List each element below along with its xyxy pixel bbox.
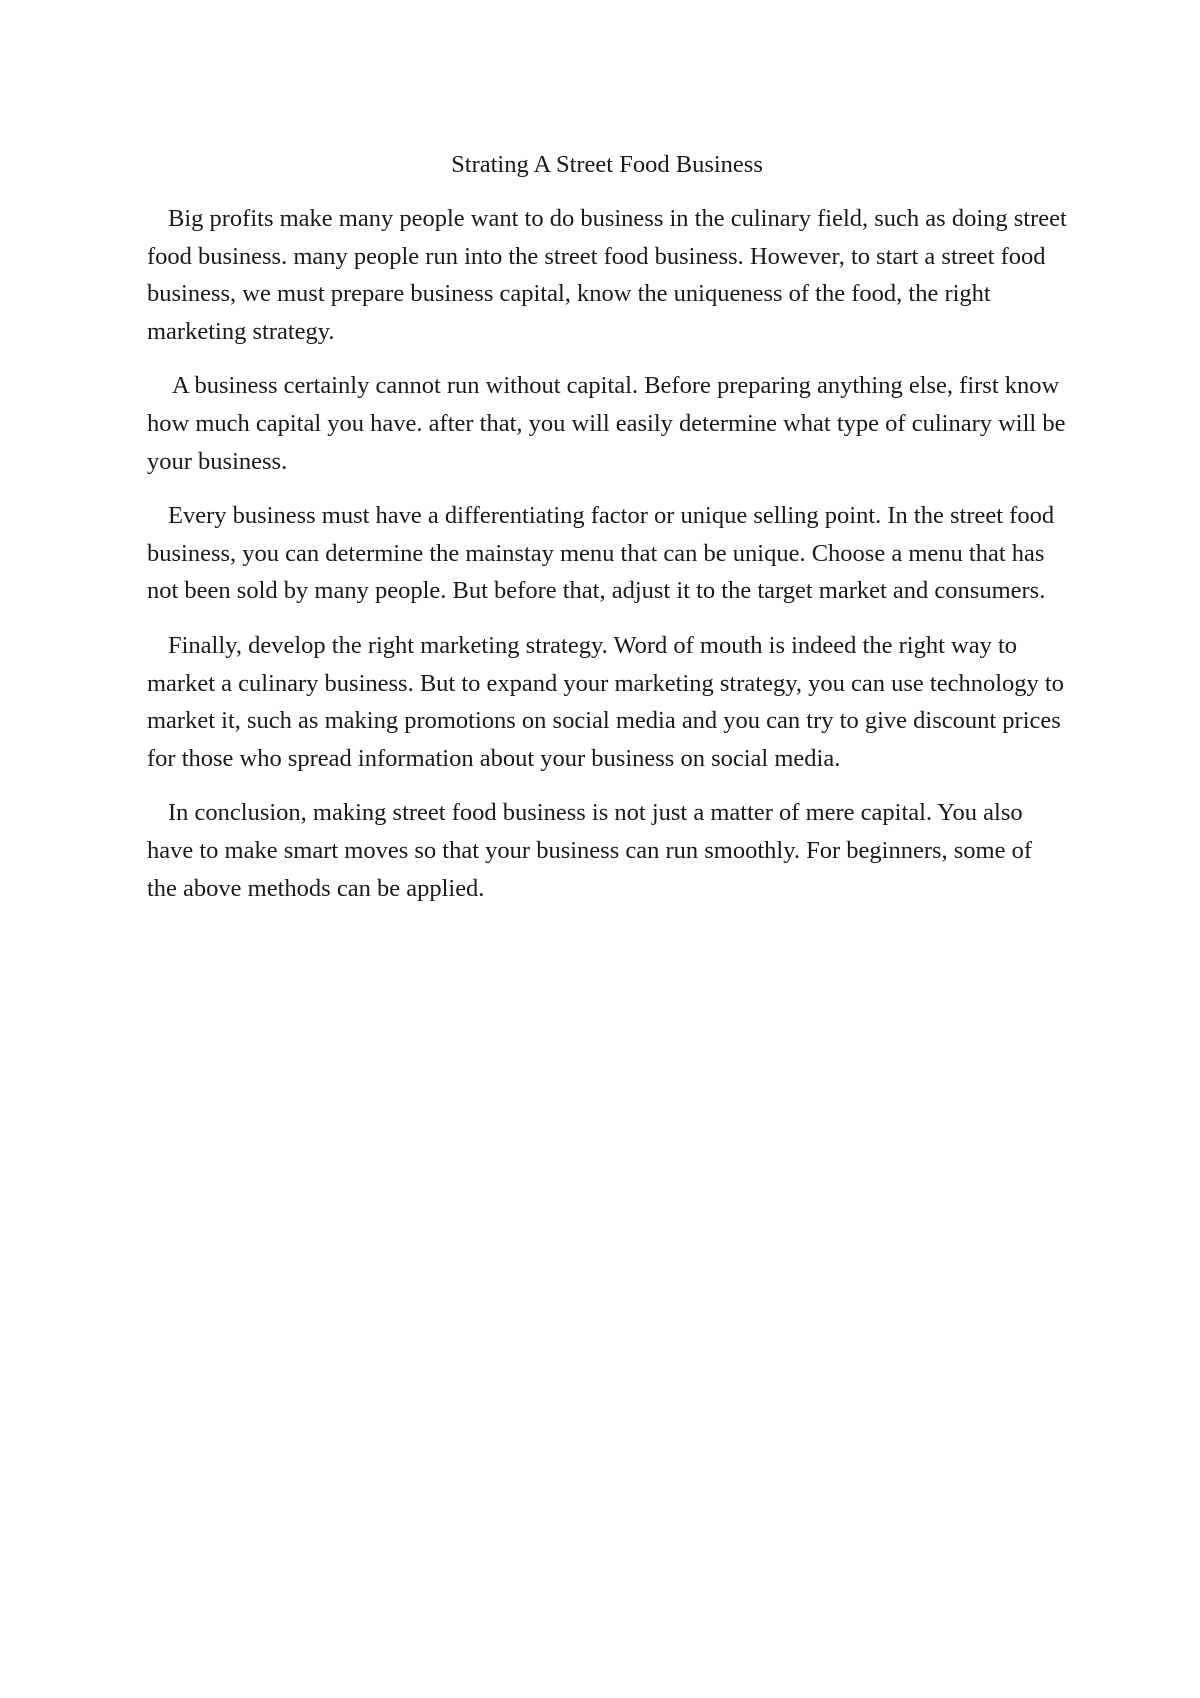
paragraph-marketing: Finally, develop the right marketing strategy. Word of mouth is indeed the right way to market a culinary business. But to expand your marketing strategy, you can use technology to market it, such as making promotions on social media and you can try to give discount prices for those who spread information about your business on social media. — [147, 631, 1064, 772]
paragraph-capital: A business certainly cannot run without capital. Before preparing anything else, first know how much capital you have. after that, you will easily determine what type of culinary will be your business. — [147, 372, 1066, 475]
paragraph-unique-selling-point: Every business must have a differentiating factor or unique selling point. In the street food business, you can determine the mainstay menu that can be unique. Choose a menu that has not been sold by many people. But before that, adjust it to the target market and consumers. — [147, 502, 1055, 605]
document-title: Strating A Street Food Business — [451, 151, 763, 178]
document-body — [147, 146, 1067, 924]
paragraph-intro: Big profits make many people want to do business in the culinary field, such as doing street food business. many people run into the street food business. However, to start a street food business, we must prepare business capital, know the uniqueness of the food, the right marketing strategy. — [147, 205, 1067, 345]
paragraph-conclusion: In conclusion, making street food business is not just a matter of mere capital. You also have to make smart moves so that your business can run smoothly. For beginners, some of the above methods can be applied. — [147, 799, 1033, 902]
